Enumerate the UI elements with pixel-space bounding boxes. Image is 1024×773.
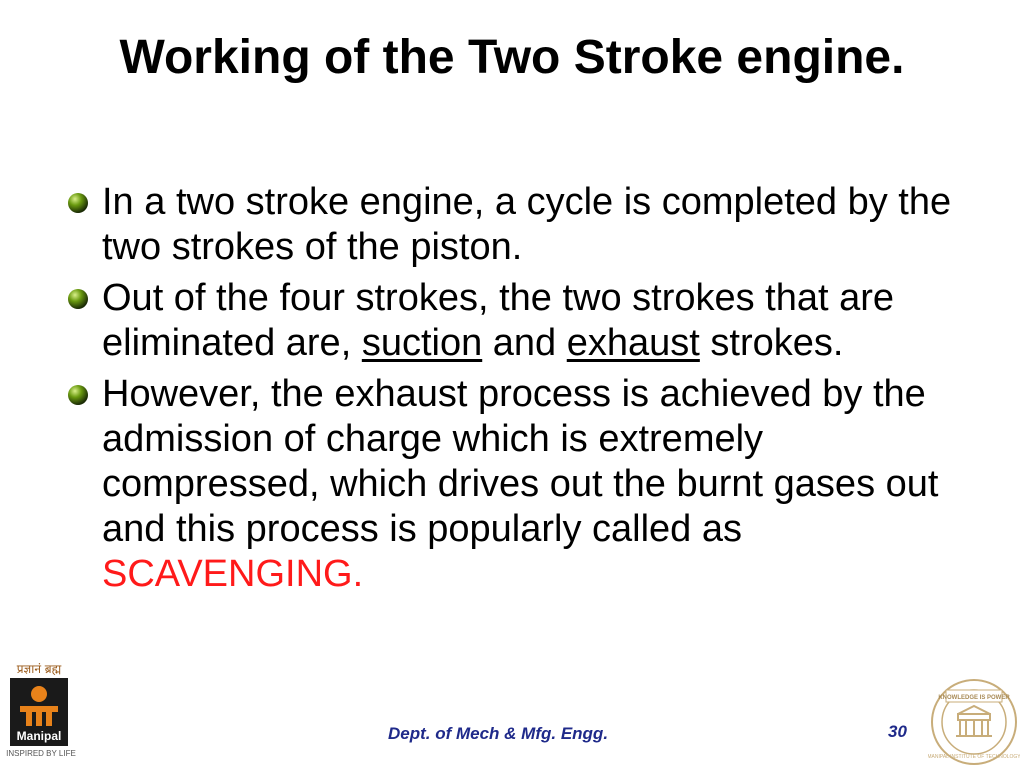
logo-tagline: INSPIRED BY LIFE [6, 749, 76, 758]
manipal-emblem-icon [10, 678, 68, 746]
seal-banner: KNOWLEDGE IS POWER [938, 695, 1010, 701]
logo-motto: प्रज्ञानं ब्रह्म [16, 662, 62, 676]
bullet-text: In a two stroke engine, a cycle is completed by the two strokes of the piston. [102, 181, 952, 268]
underlined-term-suction: suction [361, 322, 483, 364]
bullet-text: and [482, 322, 567, 364]
highlight-term-scavenging: SCAVENGING. [102, 553, 364, 595]
bullet-item-3 [62, 372, 982, 597]
underlined-term-exhaust: exhaust [566, 322, 700, 364]
footer-department: Dept. of Mech & Mfg. Engg. [388, 724, 609, 743]
mit-seal-icon [928, 670, 1020, 768]
bullet-item-2 [62, 276, 982, 366]
bullet-list [62, 180, 982, 603]
green-sphere-bullet-icon [66, 383, 90, 407]
bullet-text: However, the exhaust process is achieved by the admission of charge which is extremely compressed, which drives out the burnt gases out and this process is popularly called as [102, 373, 939, 550]
slide-title: Working of the Two Stroke engine. [119, 31, 905, 84]
seal-ring-text: MANIPAL INSTITUTE OF TECHNOLOGY [928, 754, 1020, 760]
page-number: 30 [888, 722, 907, 741]
bullet-text: Out of the four strokes, the two strokes that are eliminated are, [102, 277, 895, 364]
manipal-logo [6, 660, 76, 764]
bullet-text: strokes. [699, 322, 844, 364]
bullet-item-1 [62, 180, 982, 270]
logo-emblem [10, 678, 68, 746]
mit-seal [928, 670, 1020, 768]
logo-name: Manipal [16, 729, 62, 743]
green-sphere-bullet-icon [66, 191, 90, 215]
green-sphere-bullet-icon [66, 287, 90, 311]
